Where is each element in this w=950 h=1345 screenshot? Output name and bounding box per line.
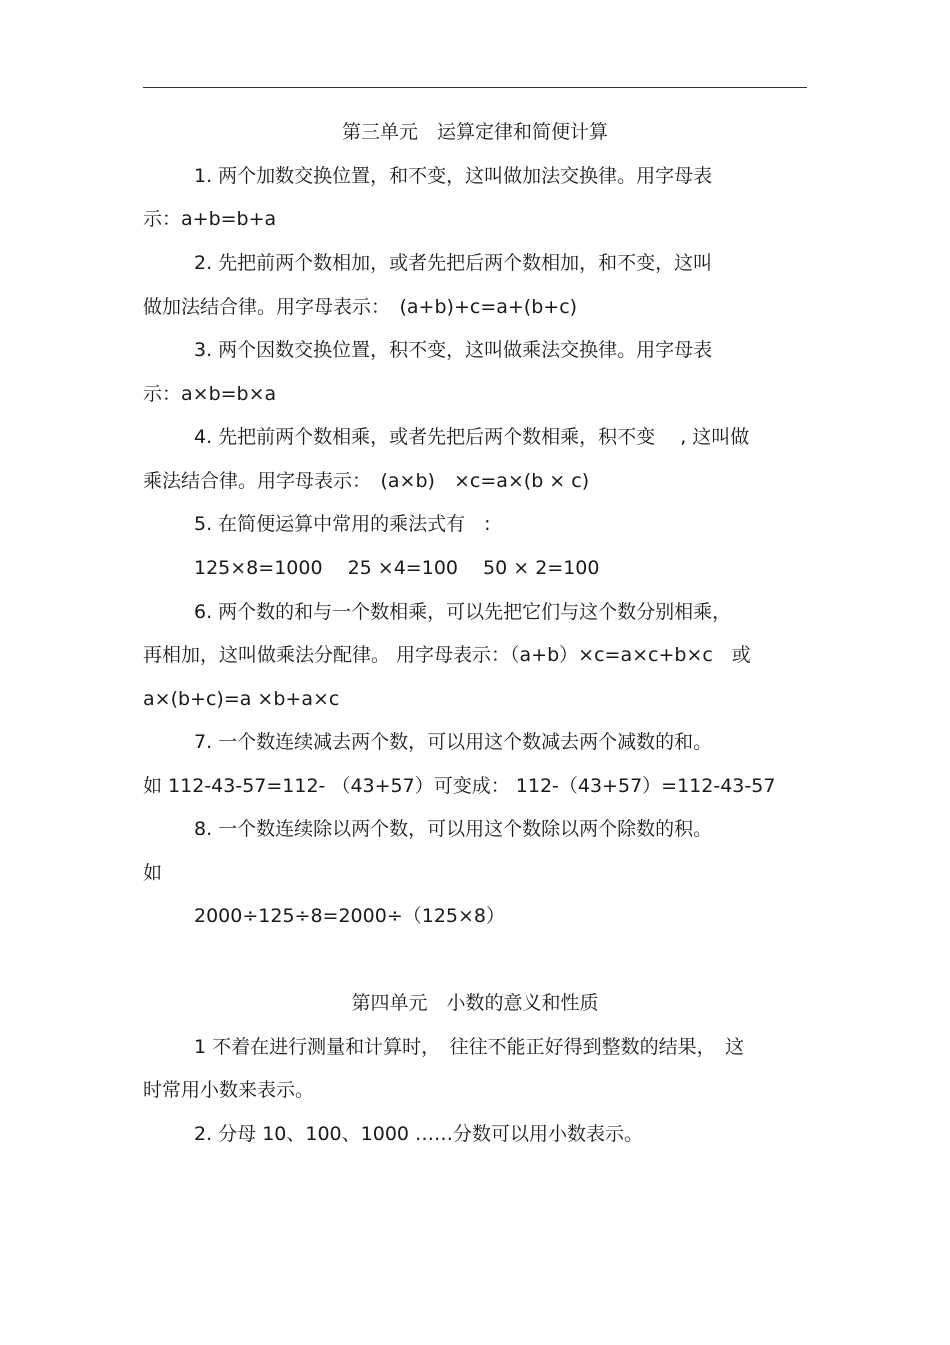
unit4-rule1-line1: 1 不着在进行测量和计算时， 往往不能正好得到整数的结果， 这 [194, 1036, 745, 1058]
rule3-line1: 3. 两个因数交换位置，积不变，这叫做乘法交换律。用字母表 [194, 339, 713, 361]
unit4-title: 第四单元 小数的意义和性质 [351, 992, 599, 1014]
rule2-line2: 做加法结合律。用字母表示： (a+b)+c=a+(b+c) [143, 296, 578, 318]
rule1-line2: 示：a+b=b+a [143, 208, 277, 230]
unit4-rule1-line2: 时常用小数来表示。 [143, 1079, 315, 1101]
rule8-line2: 如 [143, 862, 163, 884]
rule2-line1: 2. 先把前两个数相加，或者先把后两个数相加，和不变，这叫 [194, 252, 713, 274]
rule4-line2: 乘法结合律。用字母表示： (a×b) ×c=a×(b × c) [143, 470, 590, 492]
header-rule [143, 87, 807, 88]
rule3-line2: 示：a×b=b×a [143, 383, 277, 405]
rule5-formulas: 125×8=1000 25 ×4=100 50 × 2=100 [194, 557, 600, 579]
rule6-line1: 6. 两个数的和与一个数相乘，可以先把它们与这个数分别相乘， [194, 601, 732, 623]
rule6-line3: a×(b+c)=a ×b+a×c [143, 688, 340, 710]
rule1-line1: 1. 两个加数交换位置，和不变，这叫做加法交换律。用字母表 [194, 165, 713, 187]
rule8-line1: 8. 一个数连续除以两个数，可以用这个数除以两个除数的积。 [194, 818, 713, 840]
unit4-rule2-line1: 2. 分母 10、100、1000 ……分数可以用小数表示。 [194, 1123, 644, 1145]
rule8-example: 2000÷125÷8=2000÷（125×8） [194, 905, 506, 927]
rule7-line1: 7. 一个数连续减去两个数，可以用这个数减去两个减数的和。 [194, 731, 713, 753]
unit3-title: 第三单元 运算定律和简便计算 [341, 121, 608, 143]
rule7-line2: 如 112-43-57=112- （43+57）可变成： 112-（43+57）=112-43-57 [143, 775, 776, 797]
rule6-line2: 再相加，这叫做乘法分配律。 用字母表示：（a+b）×c=a×c+b×c 或 [143, 644, 751, 666]
rule5-line1: 5. 在简便运算中常用的乘法式有 : [194, 513, 491, 535]
rule4-line1: 4. 先把前两个数相乘，或者先把后两个数相乘，积不变 , 这叫做 [194, 426, 750, 448]
